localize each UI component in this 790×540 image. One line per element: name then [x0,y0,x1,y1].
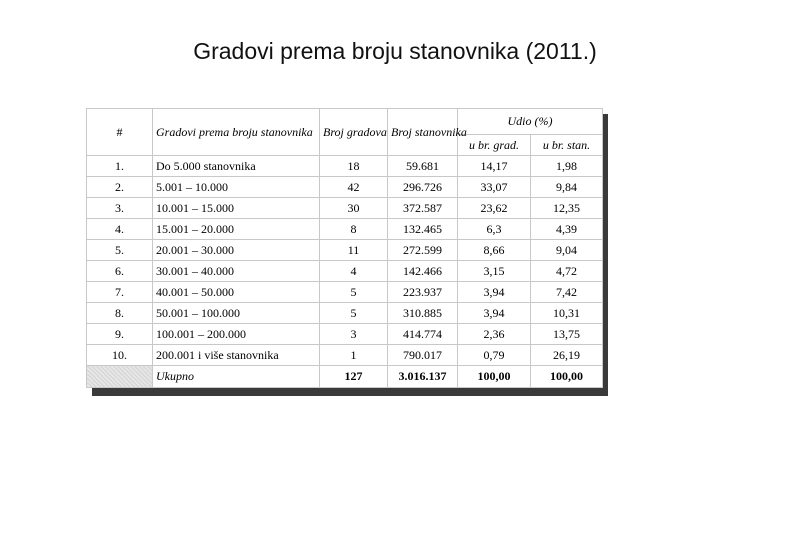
row-range: 100.001 – 200.000 [153,324,320,345]
table-row [87,261,603,282]
row-number: 4. [87,219,153,240]
row-population: 132.465 [388,219,458,240]
row-population: 223.937 [388,282,458,303]
row-cities: 3 [320,324,388,345]
row-range: 15.001 – 20.000 [153,219,320,240]
row-population: 790.017 [388,345,458,366]
row-share-population: 9,84 [531,177,603,198]
row-cities: 11 [320,240,388,261]
row-population: 372.587 [388,198,458,219]
total-population: 3.016.137 [388,366,458,388]
row-cities: 42 [320,177,388,198]
row-cities: 5 [320,303,388,324]
row-share-cities: 3,94 [458,282,531,303]
page-title: Gradovi prema broju stanovnika (2011.) [193,38,597,64]
row-population: 59.681 [388,156,458,177]
row-population: 142.466 [388,261,458,282]
row-share-cities: 3,94 [458,303,531,324]
row-range: 5.001 – 10.000 [153,177,320,198]
row-number: 7. [87,282,153,303]
row-share-population: 26,19 [531,345,603,366]
table-row [87,240,603,261]
row-share-population: 13,75 [531,324,603,345]
header-share-cities: u br. grad. [458,135,531,156]
row-population: 296.726 [388,177,458,198]
table-row [87,219,603,240]
total-cities: 127 [320,366,388,388]
row-number: 6. [87,261,153,282]
row-number: 2. [87,177,153,198]
data-table [86,108,603,388]
row-share-cities: 3,15 [458,261,531,282]
row-cities: 30 [320,198,388,219]
total-row [87,366,603,388]
row-cities: 18 [320,156,388,177]
row-share-cities: 2,36 [458,324,531,345]
table-row [87,282,603,303]
row-share-cities: 8,66 [458,240,531,261]
row-share-cities: 23,62 [458,198,531,219]
row-range: 10.001 – 15.000 [153,198,320,219]
row-population: 414.774 [388,324,458,345]
row-range: Do 5.000 stanovnika [153,156,320,177]
table-row [87,198,603,219]
row-share-population: 4,39 [531,219,603,240]
row-number: 8. [87,303,153,324]
row-range: 20.001 – 30.000 [153,240,320,261]
row-number: 5. [87,240,153,261]
row-population: 310.885 [388,303,458,324]
total-share-population: 100,00 [531,366,603,388]
header-share-population: u br. stan. [531,135,603,156]
row-range: 200.001 i više stanovnika [153,345,320,366]
row-number: 3. [87,198,153,219]
row-share-population: 12,35 [531,198,603,219]
total-label: Ukupno [153,366,320,388]
row-share-population: 1,98 [531,156,603,177]
row-share-cities: 0,79 [458,345,531,366]
row-range: 40.001 – 50.000 [153,282,320,303]
row-share-population: 4,72 [531,261,603,282]
table-row [87,345,603,366]
header-number: # [87,109,153,156]
header-category: Gradovi prema broju stanovnika [153,109,320,156]
table-row [87,324,603,345]
table-row [87,156,603,177]
row-range: 30.001 – 40.000 [153,261,320,282]
row-number: 10. [87,345,153,366]
header-share: Udio (%) [458,109,603,135]
total-share-cities: 100,00 [458,366,531,388]
row-share-population: 7,42 [531,282,603,303]
row-cities: 1 [320,345,388,366]
table-row [87,177,603,198]
row-cities: 8 [320,219,388,240]
row-number: 1. [87,156,153,177]
row-range: 50.001 – 100.000 [153,303,320,324]
row-share-cities: 14,17 [458,156,531,177]
row-population: 272.599 [388,240,458,261]
row-number: 9. [87,324,153,345]
header-cities: Broj gradova [320,109,388,156]
header-population: Broj stanovnika [388,109,458,156]
row-share-population: 9,04 [531,240,603,261]
table-row [87,303,603,324]
row-share-population: 10,31 [531,303,603,324]
row-cities: 4 [320,261,388,282]
row-share-cities: 33,07 [458,177,531,198]
row-cities: 5 [320,282,388,303]
total-blank [87,366,153,388]
row-share-cities: 6,3 [458,219,531,240]
